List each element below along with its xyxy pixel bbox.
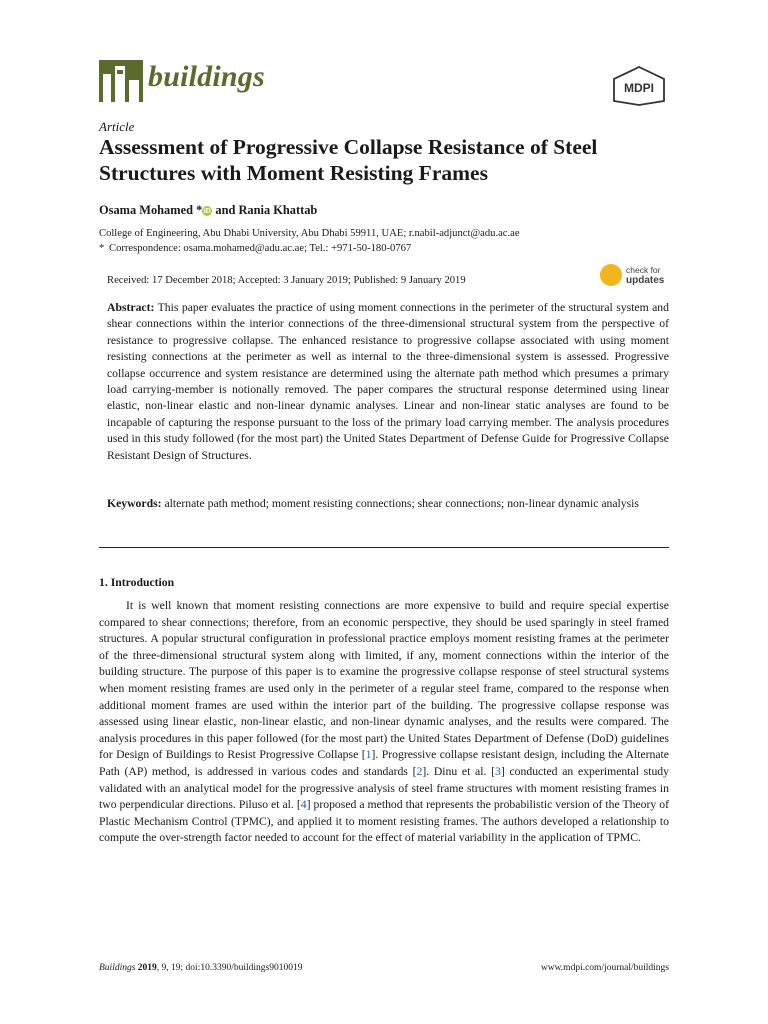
- publication-dates: Received: 17 December 2018; Accepted: 3 January 2019; Published: 9 January 2019: [107, 275, 466, 286]
- mdpi-logo-icon[interactable]: [612, 66, 666, 106]
- correspondence-line: * Correspondence: osama.mohamed@adu.ac.ae; Tel.: +971-50-180-0767: [99, 243, 412, 254]
- check-for-updates-button[interactable]: check for updates: [600, 262, 672, 292]
- author-name: Rania Khattab: [238, 203, 318, 217]
- check-updates-icon: [600, 264, 622, 286]
- citation-link[interactable]: 4: [300, 798, 307, 812]
- journal-name: buildings: [148, 60, 265, 93]
- footer-citation: Buildings 2019, 9, 19; doi:10.3390/buildings9010019: [99, 963, 303, 973]
- abstract-label: Abstract:: [107, 301, 155, 314]
- keywords: [107, 496, 669, 512]
- publisher-name: MDPI: [624, 81, 654, 95]
- article-type-label: Article: [99, 119, 135, 134]
- author-list: [99, 203, 317, 218]
- author-connector: and: [215, 203, 236, 217]
- section-heading: 1. Introduction: [99, 576, 175, 589]
- correspondence-marker: *: [196, 203, 203, 217]
- keywords-text: alternate path method; moment resisting connections; shear connections; non-linear dynamic analysis: [164, 497, 639, 510]
- introduction-paragraph: It is well known that moment resisting connections are more expensive to build and require special expertise compared to shear connections; therefore, from an economic perspective, they should be used sparingly in steel framed structures. A popular structural configuration in professional practice employs moment resisting frames at the perimeter of the three-dimensional structural system along with limited, if any, moment connections within the interior of the building structure. The purpose of this paper is to examine the progressive collapse response of steel structural systems when moment resisting frames are used only in the perimeter of a regular steel frame, compared to the response when additional moment frames are used within the interior part of the building. The progressive collapse response was assessed using linear elastic, non-linear elastic, and non-linear dynamic analyses, and the results were compared. The analysis procedures in this paper followed (for the most part) the United States Department of Defense (DoD) guidelines for Design of Buildings to Resist Progressive Collapse [1]. Progressive collapse resistant design, including the Alternate Path (AP) method, is addressed in various codes and standards [2]. Dinu et al. [3] conducted an experimental study validated with an analytical model for the progressive analysis of steel frame structures with moment resisting frames in two perpendicular directions. Piluso et al. [4] proposed a method that represents the probabilistic version of the Theory of Plastic Mechanism Control (TPMC), and applied it to moment resisting frames. The authors developed a relationship to compute the over-strength factor needed to account for the effect of material variability in the application of TPMC.: [99, 599, 669, 845]
- paper-title: Assessment of Progressive Collapse Resistance of Steel Structures with Moment Resisting Frames: [99, 135, 598, 185]
- citation-link[interactable]: 1: [365, 748, 372, 762]
- orcid-icon[interactable]: iD: [203, 207, 211, 215]
- divider: [99, 547, 669, 548]
- author-name: Osama Mohamed: [99, 203, 193, 217]
- keywords-label: Keywords:: [107, 497, 162, 510]
- affiliations: [99, 226, 520, 256]
- journal-logo-icon: [99, 60, 143, 102]
- abstract: [107, 300, 669, 464]
- citation-link[interactable]: 2: [416, 764, 423, 778]
- footer-journal-url[interactable]: www.mdpi.com/journal/buildings: [540, 963, 669, 973]
- citation-link[interactable]: 3: [495, 764, 501, 778]
- abstract-text: This paper evaluates the practice of using moment connections in the perimeter of the structural system and shear connections within the interior connections of the three-dimensional structural system from the perspective of resistance to progressive collapse. The enhanced resistance to progressive collapse associated with using moment resisting connections at the perimeter as well as internal to the three-dimensional system is assessed. Progressive collapse occurrence and system resistance are determined using the alternate path method which presumes a primary load carrying-member is notionally removed. The paper compares the structural response determined using linear elastic, non-linear elastic and non-linear dynamic analyses. Linear and non-linear static analyses are found to be incapable of capturing the response pursuant to the loss of the primary load carrying member. The analysis procedures used in this study followed (for the most part) the United States Department of Defense Guide for Progressive Collapse Resistant Design of Structures.: [107, 301, 669, 462]
- affiliation-line: College of Engineering, Abu Dhabi University, Abu Dhabi 59911, UAE; r.nabil-adjunct@adu.ac.ae: [99, 228, 520, 239]
